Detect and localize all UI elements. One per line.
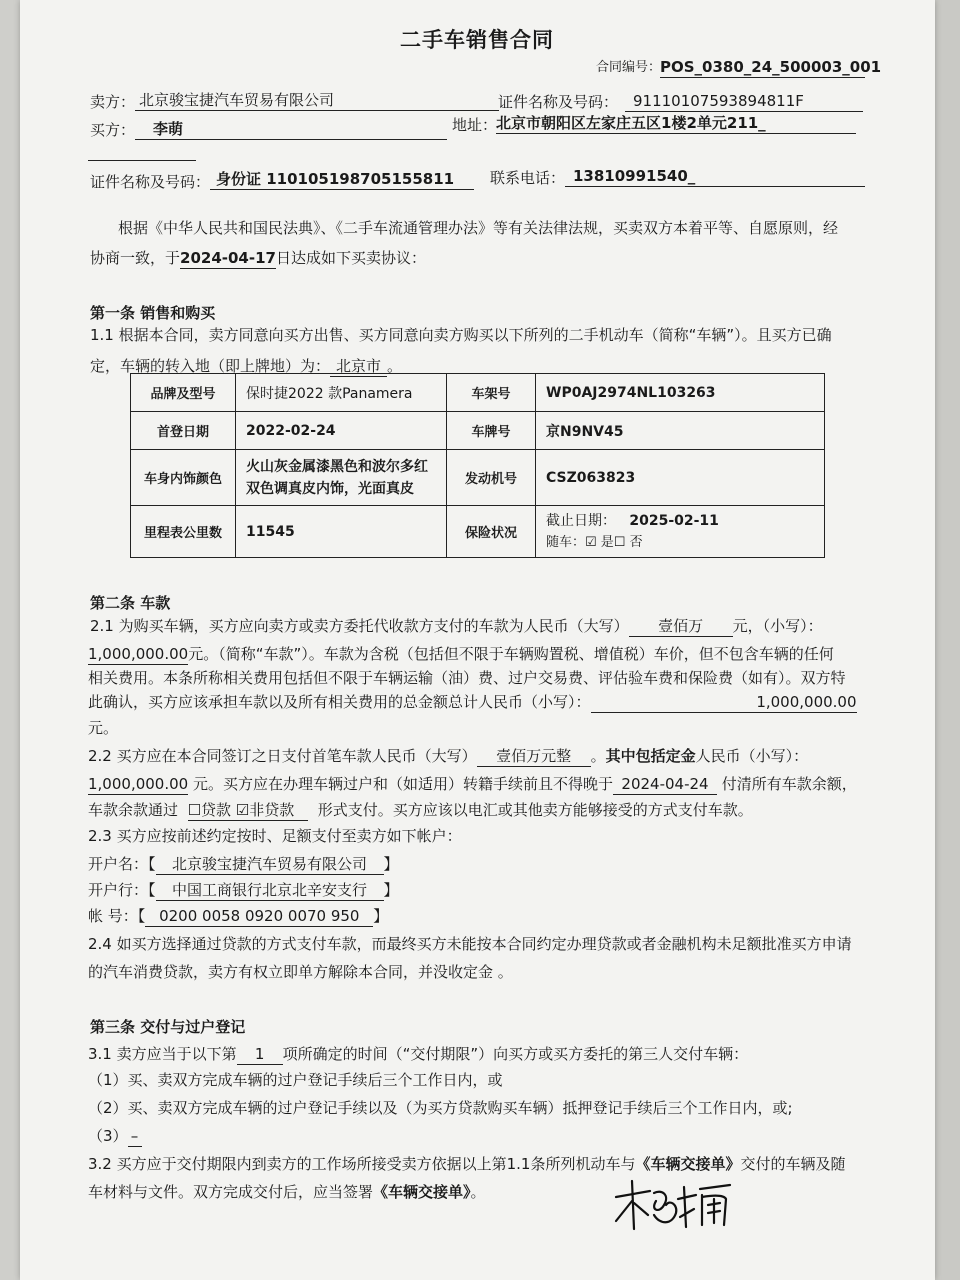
article-3-2-line-2: 车材料与文件。双方完成交付后，应当签署《车辆交接单》。	[88, 1183, 486, 1201]
buyer-phone-label: 联系电话：	[490, 169, 566, 187]
first-registration-value: 2022-02-24	[236, 412, 447, 450]
article-2-2-line-2: 1,000,000.00 元。买方应在办理车辆过户和（如适用）转籍手续前且不得晚于 2024-04-24 付清所有车款余额，	[88, 775, 857, 793]
bank-name: 中国工商银行北京北辛安支行	[156, 880, 384, 901]
contract-page	[20, 0, 935, 1280]
seller-name: 北京骏宝捷汽车贸易有限公司	[135, 90, 499, 111]
engine-value: CSZ063823	[536, 450, 825, 506]
engine-label: 发动机号	[447, 450, 536, 506]
buyer-address: 北京市朝阳区左家庄五区1楼2单元211_	[496, 113, 856, 134]
brand-label: 品牌及型号	[131, 374, 236, 412]
mileage-label: 里程表公里数	[131, 506, 236, 558]
seller-label: 卖方：	[90, 93, 136, 111]
article-2-4-line-2: 的汽车消费贷款，卖方有权立即单方解除本合同，并没收定金 。	[88, 963, 513, 981]
article-3-heading: 第三条 交付与过户登记	[90, 1018, 246, 1036]
article-2-1-line-1: 2.1 为购买车辆，买方应向卖方或卖方委托代收款方支付的车款为人民币（大写） 壹佰万 元，（小写）：	[90, 617, 823, 635]
delivery-option-3: （3） –	[88, 1126, 142, 1147]
delivery-option-number: 1	[237, 1044, 283, 1065]
balance-deadline: 2024-04-24	[613, 774, 717, 795]
article-2-1-line-2: 1,000,000.00元。（简称“车款”）。车款为含税（包括但不限于车辆购置税、增值税）车价，但不包含车辆的任何	[88, 645, 834, 663]
background-right	[935, 0, 960, 1280]
buyer-id-label: 证件名称及号码：	[90, 173, 211, 191]
delivery-option-1: （1）买、卖双方完成车辆的过户登记手续后三个工作日内，或	[88, 1071, 503, 1089]
article-2-2-line-3: 车款余款通过 ☐贷款 ☑非贷款 形式支付。买方应该以电汇或其他卖方能够接受的方式支付车款。	[88, 801, 753, 819]
contract-number: POS_0380_24_500003_001	[660, 58, 882, 76]
article-2-3: 2.3 买方应按前述约定按时、足额支付至卖方如下帐户：	[88, 827, 462, 845]
article-3-2-line-1: 3.2 买方应于交付期限内到卖方的工作场所接受卖方依据以上第1.1条所列机动车与《车辆交接单》交付的车辆及随	[88, 1155, 846, 1173]
insurance-value: 截止日期： 2025-02-11 随车：☑ 是☐ 否	[536, 506, 825, 558]
document-title: 二手车销售合同	[400, 28, 554, 52]
color-label: 车身内饰颜色	[131, 450, 236, 506]
buyer-name: 李萌	[135, 119, 447, 140]
mileage-value: 11545	[236, 506, 447, 558]
account-name-row: 开户名：【 北京骏宝捷汽车贸易有限公司 】	[88, 855, 399, 873]
registration-city: 北京市	[330, 356, 387, 377]
insurance-label: 保险状况	[447, 506, 536, 558]
article-2-1-line-4: 此确认，买方应该承担车款以及所有相关费用的总金额总计人民币（小写）： 1,000,000.00	[88, 693, 857, 711]
buyer-address-label: 地址：	[452, 116, 498, 134]
agreement-date: 2024-04-17	[180, 249, 276, 267]
delivery-option-2: （2）买、卖双方完成车辆的过户登记手续以及（为买方贷款购买车辆）抵押登记手续后三个工作日内，或;	[88, 1099, 793, 1117]
article-1-1-line-1: 1.1 根据本合同，卖方同意向买方出售、买方同意向卖方购买以下所列的二手机动车（简称“车辆”）。且买方已确	[90, 326, 832, 344]
insurance-with-car: 随车：☑ 是☐ 否	[546, 534, 643, 550]
article-2-heading: 第二条 车款	[90, 594, 171, 612]
total-amount: 1,000,000.00	[591, 692, 857, 713]
contract-number-label: 合同编号：	[596, 60, 662, 75]
buyer-id: 身份证 110105198705155811	[210, 169, 474, 190]
payment-method: ☐贷款 ☑非贷款	[188, 800, 309, 821]
background-left	[0, 0, 20, 1280]
vin-value: WP0AJ2974NL103263	[536, 374, 825, 412]
buyer-phone: 13810991540_	[565, 166, 865, 187]
buyer-label: 买方：	[90, 121, 136, 139]
article-3-1: 3.1 卖方应当于以下第 1 项所确定的时间（“交付期限”）向买方或买方委托的第三人交付车辆：	[88, 1045, 749, 1063]
vehicle-info-table	[130, 373, 825, 558]
deposit-lowercase: 1,000,000.00	[88, 775, 189, 793]
buyer-signature	[610, 1175, 740, 1235]
article-1-1-line-2: 定，车辆的转入地（即上牌地）为： 北京市 。	[90, 357, 403, 375]
article-1-heading: 第一条 销售和购买	[90, 304, 216, 322]
vin-label: 车架号	[447, 374, 536, 412]
first-registration-label: 首登日期	[131, 412, 236, 450]
article-2-1-line-5: 元。	[88, 719, 119, 737]
insurance-expiry: 2025-02-11	[629, 512, 719, 529]
address-continuation-line	[88, 160, 196, 161]
preamble-line-1: 根据《中华人民共和国民法典》、《二手车流通管理办法》等有关法律法规，买卖双方本着平等、自愿原则，经	[118, 219, 839, 237]
seller-id-label: 证件名称及号码：	[498, 93, 619, 111]
account-name: 北京骏宝捷汽车贸易有限公司	[156, 854, 384, 875]
plate-label: 车牌号	[447, 412, 536, 450]
brand-value: 保时捷2022 款Panamera	[236, 374, 447, 412]
account-number-row: 帐 号：【 0200 0058 0920 0070 950 】	[88, 907, 389, 925]
color-value: 火山灰金属漆黑色和波尔多红 双色调真皮内饰，光面真皮	[236, 450, 447, 506]
article-2-2-line-1: 2.2 买方应在本合同签订之日支付首笔车款人民币（大写） 壹佰万元整 。其中包括定金人民币（小写）：	[88, 747, 809, 765]
plate-value: 京N9NV45	[536, 412, 825, 450]
article-2-4-line-1: 2.4 如买方选择通过贷款的方式支付车款，而最终买方未能按本合同约定办理贷款或者金融机构未足额批准买方申请	[88, 935, 852, 953]
bank-row: 开户行：【 中国工商银行北京北辛安支行 】	[88, 881, 399, 899]
preamble-line-2: 协商一致，于2024-04-17日达成如下买卖协议：	[90, 249, 426, 267]
price-uppercase: 壹佰万	[629, 616, 733, 637]
seller-id: 91110107593894811F	[625, 91, 863, 112]
article-2-1-line-3: 相关费用。本条所称相关费用包括但不限于车辆运输（油）费、过户交易费、评估验车费和保险费（如有）。双方特	[88, 669, 846, 687]
first-payment-uppercase: 壹佰万元整	[477, 746, 591, 767]
price-lowercase: 1,000,000.00	[88, 645, 189, 663]
account-number: 0200 0058 0920 0070 950	[145, 906, 373, 927]
